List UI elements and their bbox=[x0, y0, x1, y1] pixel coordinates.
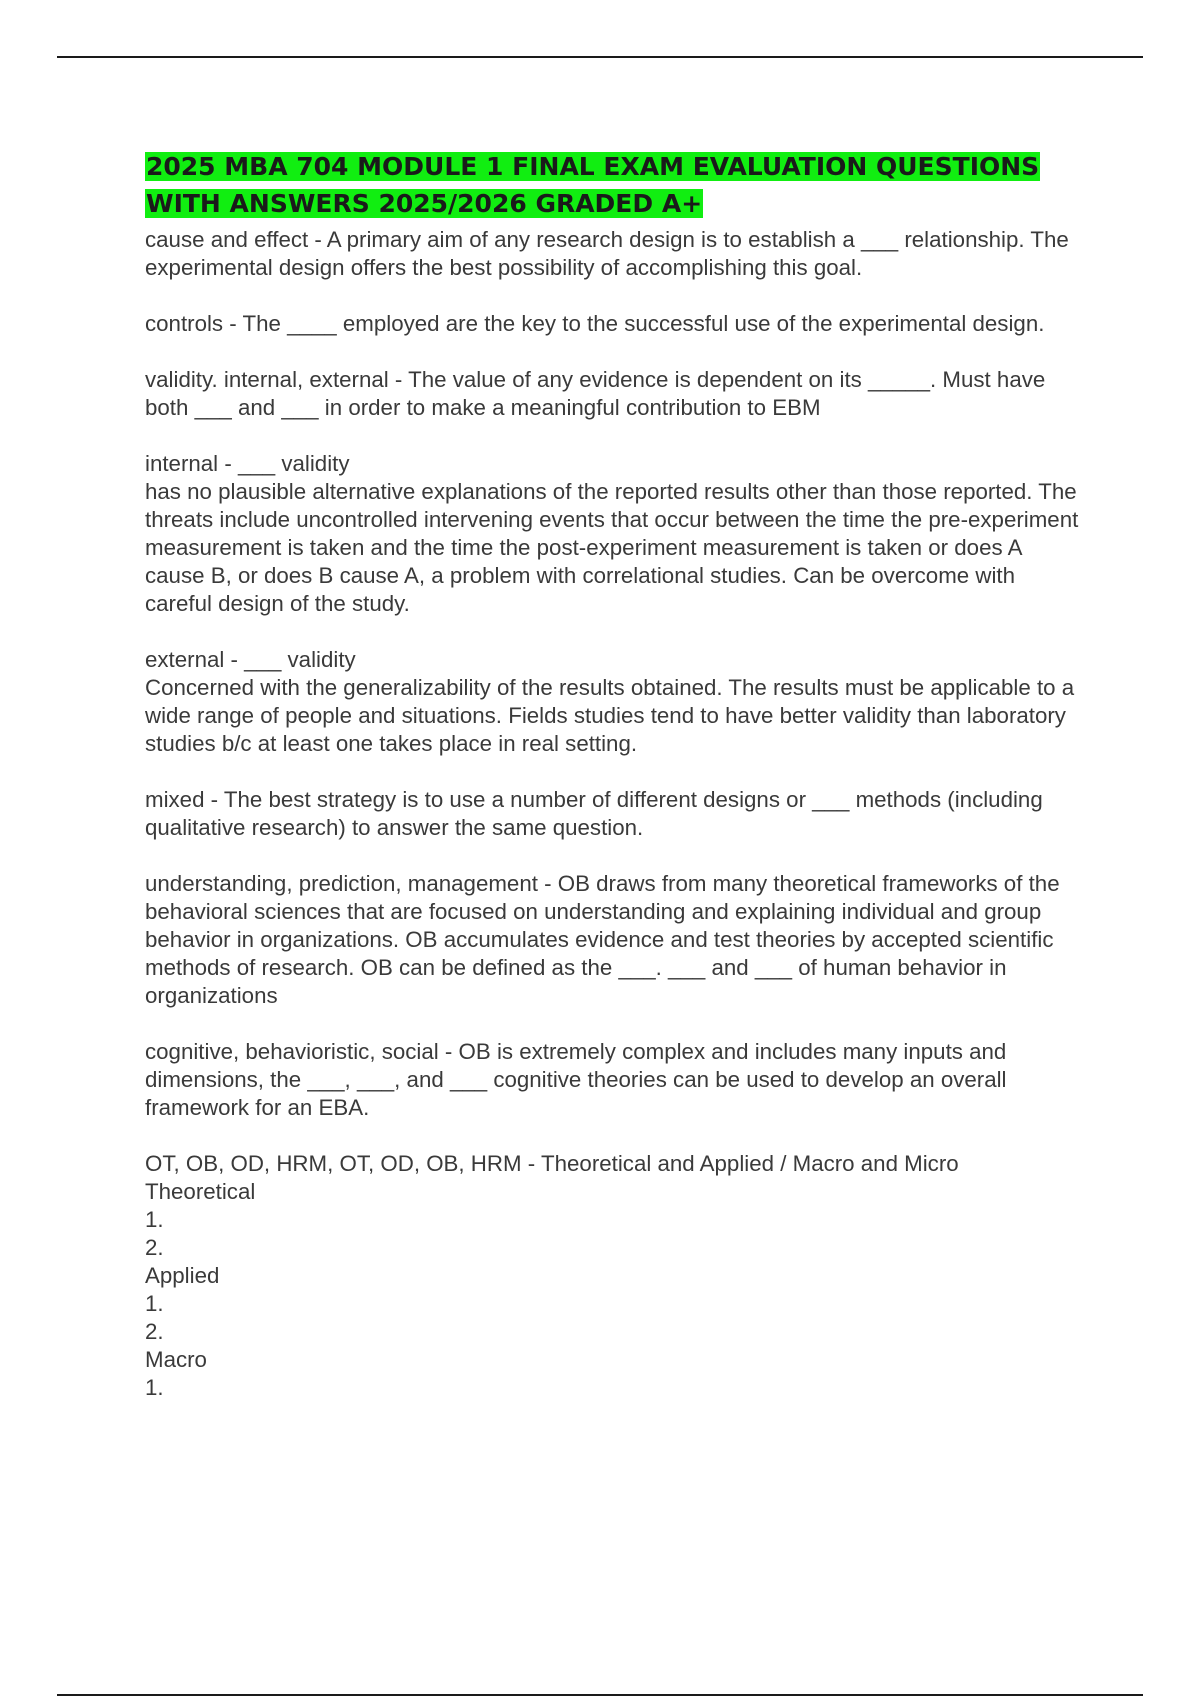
entry-line: internal - ___ validity bbox=[145, 451, 350, 476]
entry-line: 1. bbox=[145, 1207, 164, 1232]
qa-entry bbox=[145, 366, 1085, 422]
entry-line: external - ___ validity bbox=[145, 647, 356, 672]
document-body bbox=[145, 148, 1085, 1430]
qa-entry bbox=[145, 870, 1085, 1010]
qa-entry bbox=[145, 226, 1085, 282]
footer-rule bbox=[57, 1694, 1143, 1696]
entry-line: cause and effect - A primary aim of any research design is to establish a ___ relationship. The experimental design offers the best possibility of accomplishing this goal. bbox=[145, 227, 1075, 280]
header-rule bbox=[57, 56, 1143, 58]
qa-entry bbox=[145, 1038, 1085, 1122]
qa-entry bbox=[145, 310, 1085, 338]
entry-line: Theoretical bbox=[145, 1179, 256, 1204]
entry-line: 2. bbox=[145, 1319, 164, 1344]
entry-line: mixed - The best strategy is to use a number of different designs or ___ methods (including qualitative research) to answer the same question. bbox=[145, 787, 1049, 840]
entry-line: cognitive, behavioristic, social - OB is extremely complex and includes many inputs and dimensions, the ___, ___, and ___ cognitive theories can be used to develop an overall framework for an EBA. bbox=[145, 1039, 1013, 1120]
qa-entry bbox=[145, 786, 1085, 842]
qa-entries bbox=[145, 226, 1085, 1402]
document-title bbox=[145, 148, 1085, 222]
entry-line: Concerned with the generalizability of the results obtained. The results must be applicable to a wide range of people and situations. Fields studies tend to have better validity than laboratory studies b/c at least one takes place in real setting. bbox=[145, 675, 1081, 756]
entry-line: Applied bbox=[145, 1263, 220, 1288]
entry-line: controls - The ____ employed are the key to the successful use of the experimental design. bbox=[145, 311, 1045, 336]
qa-entry bbox=[145, 646, 1085, 758]
entry-line: OT, OB, OD, HRM, OT, OD, OB, HRM - Theoretical and Applied / Macro and Micro bbox=[145, 1151, 959, 1176]
qa-entry bbox=[145, 450, 1085, 618]
title-highlight: 2025 MBA 704 MODULE 1 FINAL EXAM EVALUATION QUESTIONS WITH ANSWERS 2025/2026 GRADED A+ bbox=[146, 152, 1040, 218]
entry-line: 1. bbox=[145, 1291, 164, 1316]
entry-line: 2. bbox=[145, 1235, 164, 1260]
entry-line: Macro bbox=[145, 1347, 207, 1372]
entry-line: understanding, prediction, management - OB draws from many theoretical frameworks of the behavioral sciences that are focused on understanding and explaining individual and group behavior in organizations. OB accumulates evidence and test theories by accepted scientific methods of research. OB can be defined as the ___. ___ and ___ of human behavior in organizations bbox=[145, 871, 1066, 1008]
entry-line: validity. internal, external - The value of any evidence is dependent on its _____. Must have both ___ and ___ in order to make a meaningful contribution to EBM bbox=[145, 367, 1052, 420]
qa-entry bbox=[145, 1150, 1085, 1402]
entry-line: 1. bbox=[145, 1375, 164, 1400]
entry-line: has no plausible alternative explanations of the reported results other than those reported. The threats include uncontrolled intervening events that occur between the time the pre-experiment measurement is taken and the time the post-experiment measurement is taken or does A cause B, or does B cause A, a problem with correlational studies. Can be overcome with careful design of the study. bbox=[145, 479, 1085, 616]
